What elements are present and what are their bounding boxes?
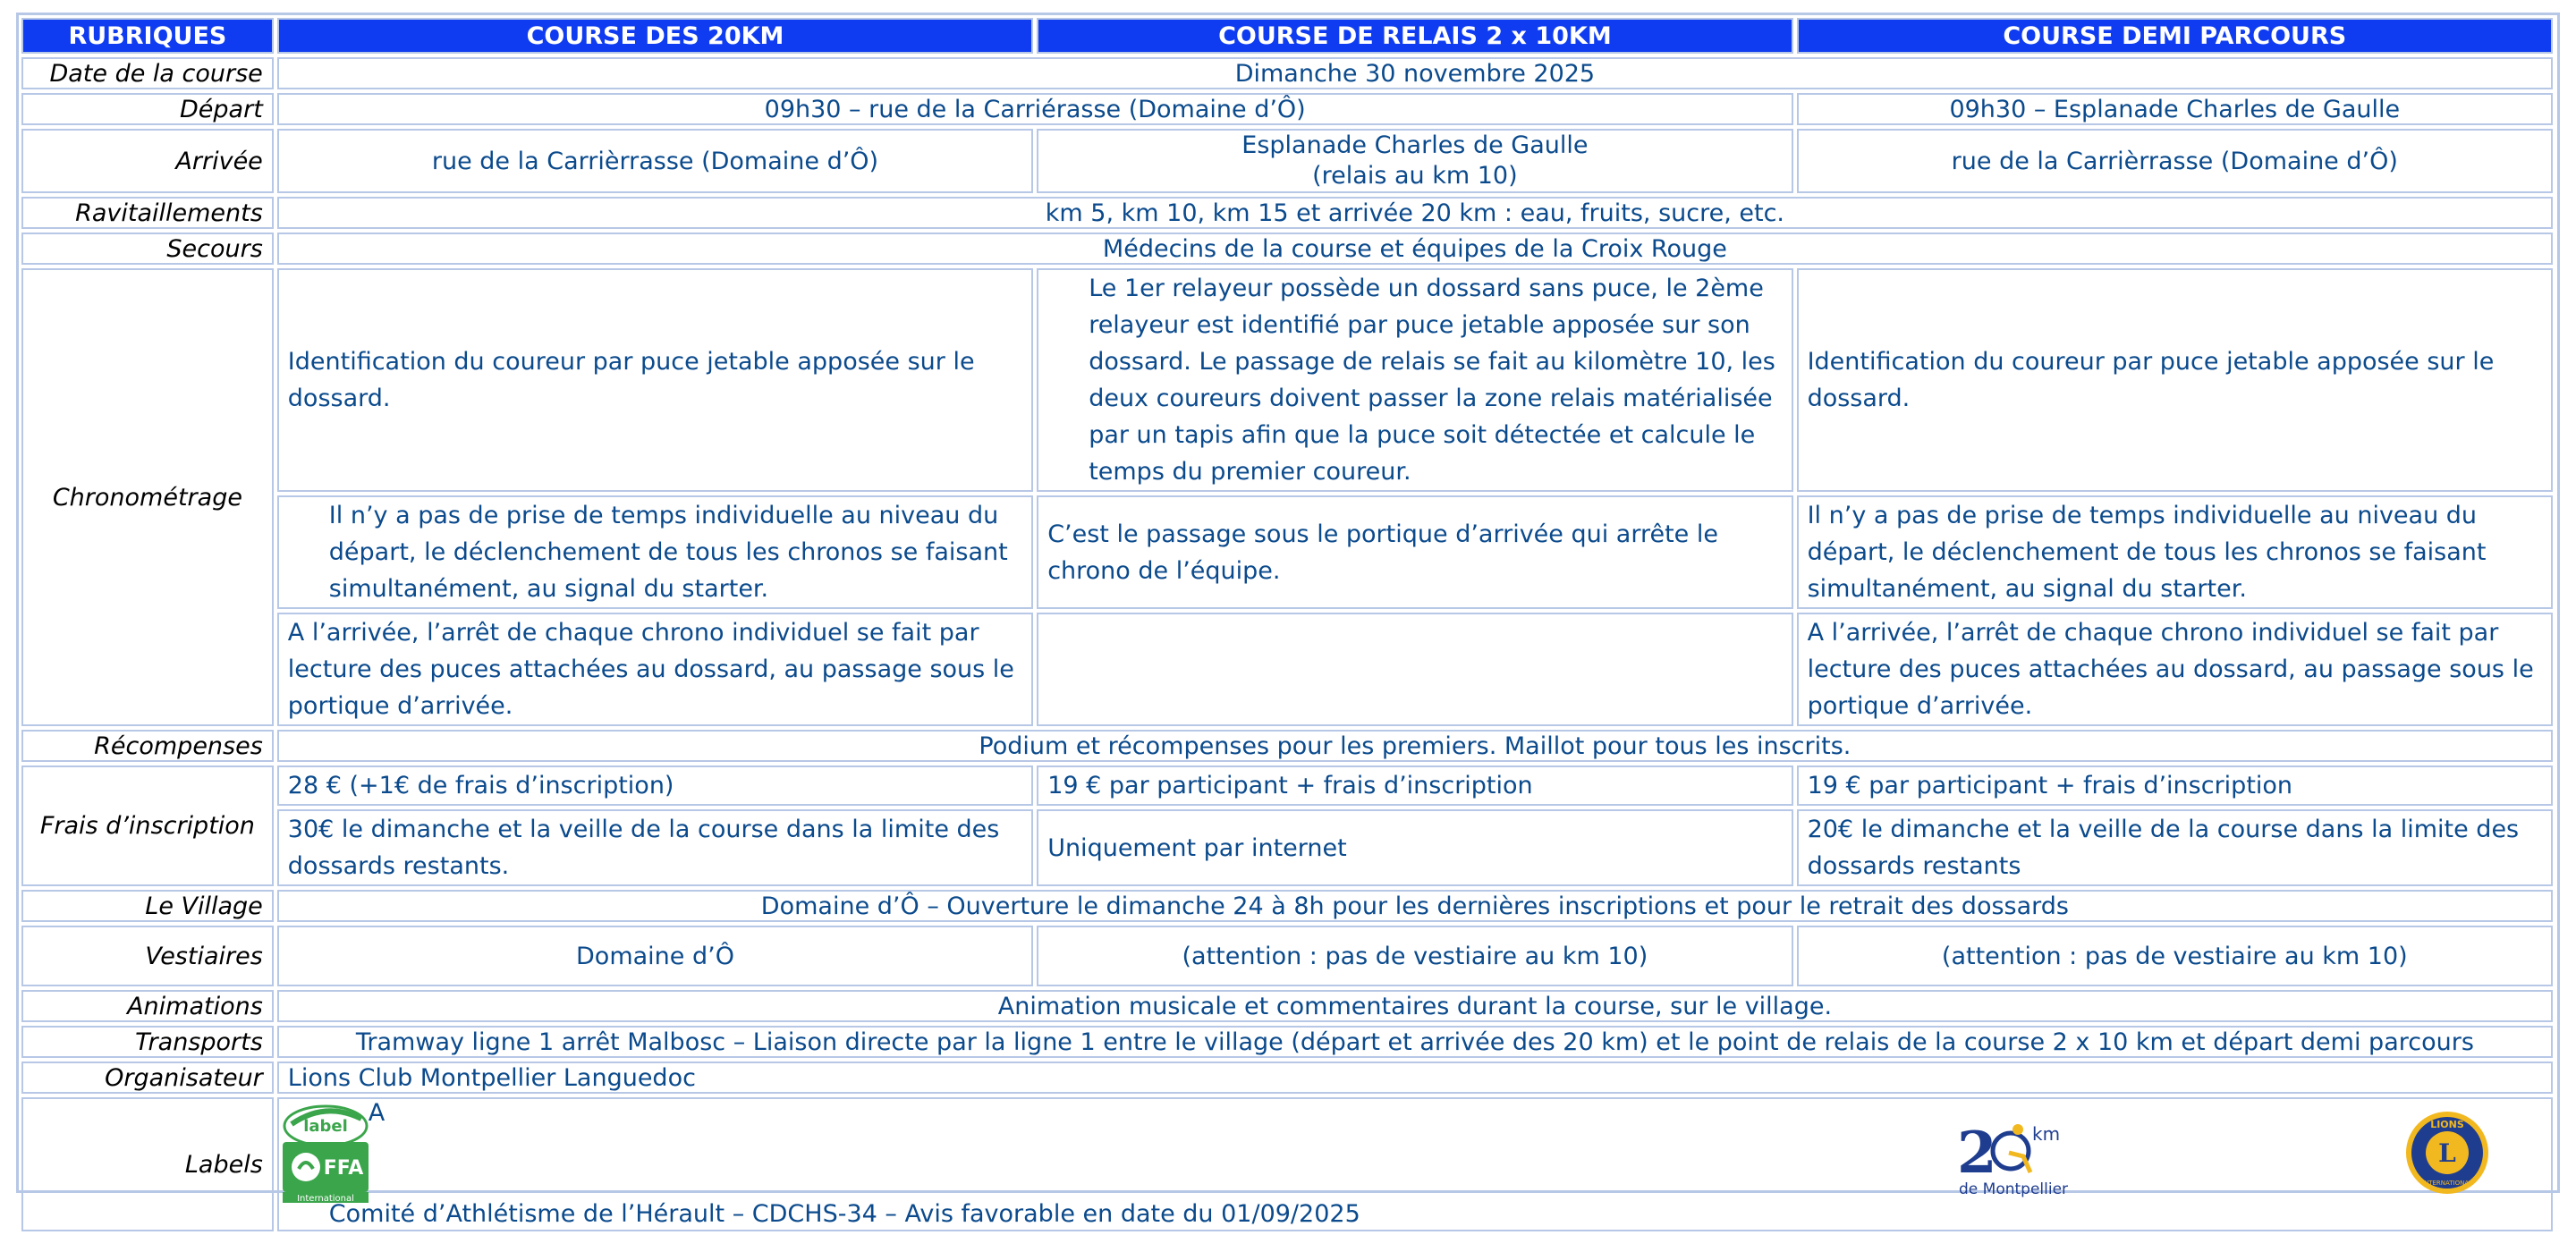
- row-ravitaillements: [21, 197, 2553, 229]
- lions-international-logo: [2402, 1108, 2492, 1197]
- arrivee-value-demi: rue de la Carrièrrasse (Domaine d’Ô): [1797, 129, 2553, 193]
- row-frais-1: [21, 766, 2553, 806]
- arrivee-relais-line1: Esplanade Charles de Gaulle: [1241, 131, 1589, 159]
- village-value: Domaine d’Ô – Ouverture le dimanche 24 à 8h pour les dernières inscriptions et pour le retrait des dossards: [277, 890, 2553, 922]
- arrivee-value-20km: rue de la Carrièrrasse (Domaine d’Ô): [277, 129, 1033, 193]
- row-chrono-3: [21, 613, 2553, 726]
- row-label-secours: Secours: [21, 233, 274, 265]
- recompenses-value: Podium et récompenses pour les premiers. Maillot pour tous les inscrits.: [277, 730, 2553, 762]
- row-chrono-2: [21, 495, 2553, 609]
- date-value: Dimanche 30 novembre 2025: [277, 57, 2553, 89]
- chrono-demi-identification: Identification du coureur par puce jetable apposée sur le dossard.: [1797, 268, 2553, 492]
- ravitaillements-value: km 5, km 10, km 15 et arrivée 20 km : eau, fruits, sucre, etc.: [277, 197, 2553, 229]
- row-label-animations: Animations: [21, 990, 274, 1022]
- header-course-demi: COURSE DEMI PARCOURS: [1797, 18, 2553, 54]
- row-arrivee: [21, 129, 2553, 193]
- arrivee-value-relais: [1037, 129, 1792, 193]
- organisateur-value: Lions Club Montpellier Languedoc: [277, 1062, 2553, 1094]
- info-sheet: [16, 13, 2560, 1228]
- row-label-village: Le Village: [21, 890, 274, 922]
- header-rubriques: RUBRIQUES: [21, 18, 274, 54]
- row-secours: [21, 233, 2553, 265]
- labels-value: [277, 1097, 2553, 1231]
- row-chrono-1: [21, 268, 2553, 492]
- chrono-relais-arrivee: C’est le passage sous le portique d’arrivée qui arrête le chrono de l’équipe.: [1037, 495, 1792, 609]
- row-label-vestiaires: Vestiaires: [21, 926, 274, 986]
- row-label-ravitaillements: Ravitaillements: [21, 197, 274, 229]
- svg-text:LIONS: LIONS: [2430, 1119, 2464, 1130]
- row-label-transports: Transports: [21, 1026, 274, 1058]
- svg-text:label: label: [303, 1117, 348, 1136]
- row-frais-2: [21, 809, 2553, 886]
- header-row: [21, 18, 2553, 54]
- row-village: [21, 890, 2553, 922]
- chrono-20km-depart: Il n’y a pas de prise de temps individuelle au niveau du départ, le déclenchement de tous les chronos se faisant simultanément, au signal du starter.: [277, 495, 1033, 609]
- header-course-20km: COURSE DES 20KM: [277, 18, 1033, 54]
- row-label-chronometrage: Chronométrage: [21, 268, 274, 726]
- row-label-recompenses: Récompenses: [21, 730, 274, 762]
- row-label-date: Date de la course: [21, 57, 274, 89]
- depart-value-20km-relais: 09h30 – rue de la Carriérasse (Domaine d’Ô): [277, 93, 1793, 125]
- chrono-20km-arrivee: A l’arrivée, l’arrêt de chaque chrono individuel se fait par lecture des puces attachées au dossard, au passage sous le portique d’arrivée.: [277, 613, 1033, 726]
- transports-value: Tramway ligne 1 arrêt Malbosc – Liaison directe par la ligne 1 entre le village (départ et arrivée des 20 km) et le point de relais de la course 2 x 10 km et départ demi parcours: [277, 1026, 2553, 1058]
- vestiaires-20km: Domaine d’Ô: [277, 926, 1033, 986]
- arrivee-relais-line2: (relais au km 10): [1312, 162, 1518, 190]
- row-labels: [21, 1097, 2553, 1231]
- row-vestiaires: [21, 926, 2553, 986]
- row-date: [21, 57, 2553, 89]
- svg-text:de Montpellier: de Montpellier: [1958, 1180, 2068, 1198]
- animations-value: Animation musicale et commentaires durant la course, sur le village.: [277, 990, 2553, 1022]
- svg-text:International: International: [296, 1194, 354, 1204]
- row-label-arrivee: Arrivée: [21, 129, 274, 193]
- svg-text:FFA: FFA: [323, 1157, 364, 1180]
- 20km-montpellier-logo: [1955, 1117, 2080, 1206]
- row-recompenses: [21, 730, 2553, 762]
- chrono-20km-identification: Identification du coureur par puce jetable apposée sur le dossard.: [277, 268, 1033, 492]
- course-info-table: [18, 14, 2556, 1235]
- labels-description: Comité d’Athlétisme de l’Hérault – CDCHS-34 – Avis favorable en date du 01/09/2025: [328, 1200, 1360, 1228]
- header-course-relais: COURSE DE RELAIS 2 x 10KM: [1037, 18, 1792, 54]
- row-label-labels: Labels: [21, 1097, 274, 1231]
- frais-relais-tarif: 19 € par participant + frais d’inscription: [1037, 766, 1792, 806]
- row-label-depart: Départ: [21, 93, 274, 125]
- frais-20km-tarif: 28 € (+1€ de frais d’inscription): [277, 766, 1033, 806]
- row-label-organisateur: Organisateur: [21, 1062, 274, 1094]
- frais-20km-surplace: 30€ le dimanche et la veille de la course dans la limite des dossards restants.: [277, 809, 1033, 886]
- frais-demi-tarif: 19 € par participant + frais d’inscription: [1797, 766, 2553, 806]
- row-label-frais: Frais d’inscription: [21, 766, 274, 886]
- chrono-demi-arrivee: A l’arrivée, l’arrêt de chaque chrono individuel se fait par lecture des puces attachées au dossard, au passage sous le portique d’arrivée.: [1797, 613, 2553, 726]
- chrono-demi-depart: Il n’y a pas de prise de temps individuelle au niveau du départ, le déclenchement de tous les chronos se faisant simultanément, au signal du starter.: [1797, 495, 2553, 609]
- ffa-label-logo: [279, 1099, 372, 1205]
- frais-relais-internet: Uniquement par internet: [1037, 809, 1792, 886]
- svg-text:L: L: [2437, 1138, 2456, 1168]
- depart-value-demi: 09h30 – Esplanade Charles de Gaulle: [1797, 93, 2553, 125]
- svg-text:km: km: [2031, 1123, 2060, 1145]
- svg-text:2: 2: [1956, 1120, 1997, 1187]
- row-organisateur: [21, 1062, 2553, 1094]
- secours-value: Médecins de la course et équipes de la Croix Rouge: [277, 233, 2553, 265]
- chrono-relais-empty: [1037, 613, 1792, 726]
- svg-text:INTERNATIONAL: INTERNATIONAL: [2421, 1180, 2472, 1187]
- vestiaires-relais: (attention : pas de vestiaire au km 10): [1037, 926, 1792, 986]
- row-depart: [21, 93, 2553, 125]
- row-animations: [21, 990, 2553, 1022]
- vestiaires-demi: (attention : pas de vestiaire au km 10): [1797, 926, 2553, 986]
- row-transports: [21, 1026, 2553, 1058]
- frais-demi-surplace: 20€ le dimanche et la veille de la course dans la limite des dossards restants: [1797, 809, 2553, 886]
- chrono-relais-identification: Le 1er relayeur possède un dossard sans puce, le 2ème relayeur est identifié par puce jetable apposée sur son dossard. Le passage de relais se fait au kilomètre 10, les deux coureurs doivent passer la zone relais matérialisée par un tapis afin que la puce soit détectée et calcule le temps du premier coureur.: [1037, 268, 1792, 492]
- ffa-label-suffix: A: [368, 1099, 386, 1127]
